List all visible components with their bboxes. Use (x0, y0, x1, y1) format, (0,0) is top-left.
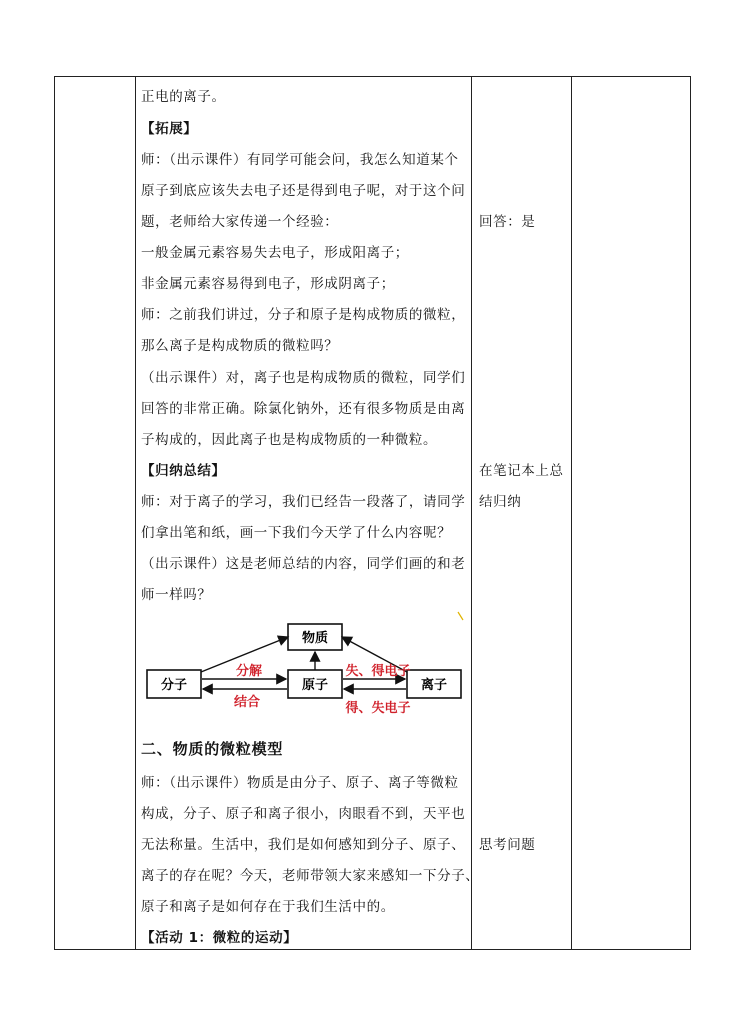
stray-mark (456, 610, 466, 622)
text-line: 师：对于离子的学习，我们已经告一段落了，请同学 (141, 494, 466, 510)
molecule-label: 分子 (160, 678, 188, 693)
text-line: 无法称量。生活中，我们是如何感知到分子、原子、 (141, 837, 466, 853)
section-label-activity: 【活动 1：微粒的运动】 (141, 930, 298, 946)
text-line: 师：之前我们讲过，分子和原子是构成物质的微粒， (141, 307, 466, 323)
section-heading: 二、物质的微粒模型 (141, 740, 284, 758)
student-answer: 回答：是 (479, 214, 536, 230)
combine-label: 结合 (233, 695, 261, 710)
text-line: 非金属元素容易得到电子，形成阴离子； (141, 276, 395, 292)
text-line: 离子的存在呢？今天，老师带领大家来感知一下分子、 (141, 868, 480, 884)
text-line: 回答的非常正确。除氯化钠外，还有很多物质是由离 (141, 401, 466, 417)
text-line: （出示课件）对，离子也是构成物质的微粒，同学们 (141, 370, 466, 386)
text-line: 正电的离子。 (141, 89, 226, 105)
text-line: 原子和离子是如何存在于我们生活中的。 (141, 899, 395, 915)
text-line: 那么离子是构成物质的微粒吗？ (141, 338, 339, 354)
lesson-table (54, 76, 691, 950)
text-line: 构成，分子、原子和离子很小，肉眼看不到，天平也 (141, 806, 466, 822)
section-label-extension: 【拓展】 (141, 121, 198, 137)
column-divider (571, 77, 572, 949)
text-line: 原子到底应该失去电子还是得到电子呢，对于这个问 (141, 183, 466, 199)
student-think: 思考问题 (479, 837, 536, 853)
text-line: 师一样吗？ (141, 587, 212, 603)
lose-gain-label: 失、得电子 (345, 664, 411, 679)
text-line: 师：（出示课件）有同学可能会问，我怎么知道某个 (141, 152, 459, 168)
matter-label: 物质 (301, 631, 329, 646)
column-divider (471, 77, 472, 949)
student-summary-line: 结归纳 (479, 494, 522, 510)
gain-lose-label: 得、失电子 (345, 701, 411, 716)
text-line: 一般金属元素容易失去电子，形成阳离子； (141, 245, 409, 261)
text-line: 子构成的，因此离子也是构成物质的一种微粒。 (141, 432, 438, 448)
decompose-label: 分解 (235, 664, 263, 679)
text-line: 题，老师给大家传递一个经验： (141, 214, 339, 230)
text-line: 们拿出笔和纸，画一下我们今天学了什么内容呢？ (141, 525, 452, 541)
section-label-summary: 【归纳总结】 (141, 463, 226, 479)
column-divider (135, 77, 136, 949)
ion-label: 离子 (420, 678, 448, 693)
particle-relation-diagram (146, 620, 466, 722)
student-summary-line: 在笔记本上总 (479, 463, 564, 479)
text-line: （出示课件）这是老师总结的内容，同学们画的和老 (141, 556, 466, 572)
text-line: 师：（出示课件）物质是由分子、原子、离子等微粒 (141, 775, 459, 791)
atom-label: 原子 (301, 678, 329, 693)
